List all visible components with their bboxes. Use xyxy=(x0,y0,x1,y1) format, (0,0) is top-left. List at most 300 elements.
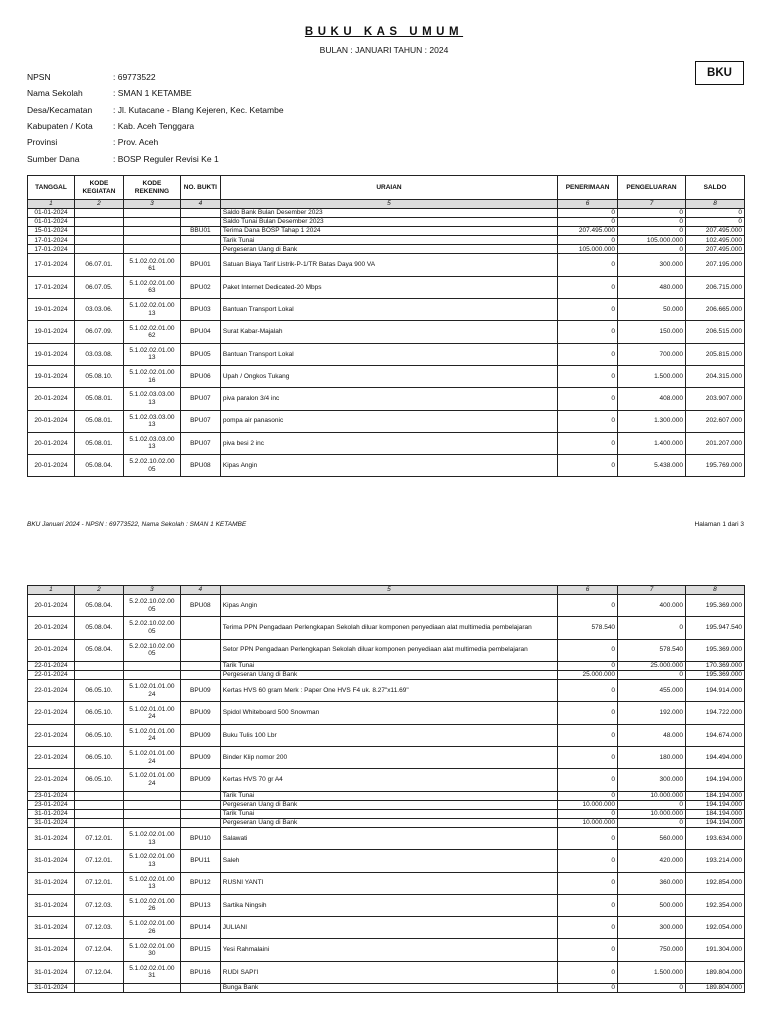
cell-kode-kegiatan: 06.05.10. xyxy=(74,769,123,791)
table-header-row xyxy=(28,176,745,200)
table-row xyxy=(28,661,745,670)
cell-pengeluaran: 300.000 xyxy=(618,254,686,276)
table-row xyxy=(28,809,745,818)
cell-pengeluaran: 560.000 xyxy=(618,827,686,849)
cell-no-bukti: BPU04 xyxy=(180,321,220,343)
cell-uraian: Kertas HVS 70 gr A4 xyxy=(220,769,557,791)
cell-no-bukti xyxy=(180,639,220,661)
header-pengeluaran: PENGELUARAN xyxy=(618,176,686,200)
header-kode-kegiatan: KODE KEGIATAN xyxy=(74,176,123,200)
cell-penerimaan: 0 xyxy=(558,209,618,218)
cell-no-bukti: BPU03 xyxy=(180,299,220,321)
cell-kode-kegiatan xyxy=(74,227,123,236)
cell-saldo: 189.804.000 xyxy=(685,984,744,993)
cell-tanggal: 31-01-2024 xyxy=(28,961,75,983)
cell-uraian: Terima PPN Pengadaan Perlengkapan Sekolah diluar komponen penyediaan alat multimedia pembelajaran xyxy=(220,617,557,639)
cell-pengeluaran: 300.000 xyxy=(618,769,686,791)
cell-no-bukti xyxy=(180,818,220,827)
ledger-table-page-1 xyxy=(27,175,745,477)
cell-kode-kegiatan xyxy=(74,236,123,245)
cell-uraian: Pergeseran Uang di Bank xyxy=(220,245,557,254)
cell-kode-rekening: 5.2.02.10.02.00 05 xyxy=(123,639,180,661)
info-row xyxy=(27,150,284,166)
table-row xyxy=(28,617,745,639)
info-label: Provinsi xyxy=(27,137,58,148)
table-row xyxy=(28,455,745,477)
column-number: 3 xyxy=(123,586,180,595)
table-row xyxy=(28,299,745,321)
cell-kode-kegiatan: 05.08.04. xyxy=(74,595,123,617)
cell-uraian: Sartika Ningsih xyxy=(220,894,557,916)
cell-pengeluaran: 1.500.000 xyxy=(618,365,686,387)
cell-tanggal: 15-01-2024 xyxy=(28,227,75,236)
cell-no-bukti: BPU08 xyxy=(180,455,220,477)
cell-saldo: 194.194.000 xyxy=(685,769,744,791)
cell-tanggal: 19-01-2024 xyxy=(28,365,75,387)
cell-tanggal: 20-01-2024 xyxy=(28,639,75,661)
cell-tanggal: 17-01-2024 xyxy=(28,236,75,245)
cell-kode-rekening: 5.1.02.01.01.00 24 xyxy=(123,746,180,768)
cell-penerimaan: 0 xyxy=(558,365,618,387)
cell-no-bukti xyxy=(180,661,220,670)
info-row xyxy=(27,85,284,101)
table-row xyxy=(28,236,745,245)
cell-kode-rekening: 5.1.02.02.01.00 63 xyxy=(123,276,180,298)
column-number: 3 xyxy=(123,200,180,209)
cell-kode-rekening: 5.1.02.03.03.00 13 xyxy=(123,410,180,432)
cell-uraian: Tarik Tunai xyxy=(220,661,557,670)
cell-kode-kegiatan: 06.05.10. xyxy=(74,724,123,746)
cell-penerimaan: 0 xyxy=(558,746,618,768)
cell-uraian: Tarik Tunai xyxy=(220,809,557,818)
cell-tanggal: 22-01-2024 xyxy=(28,702,75,724)
cell-kode-kegiatan xyxy=(74,209,123,218)
cell-pengeluaran: 0 xyxy=(618,818,686,827)
cell-kode-rekening: 5.2.02.10.02.00 05 xyxy=(123,595,180,617)
cell-tanggal: 22-01-2024 xyxy=(28,680,75,702)
cell-uraian: Spidol Whiteboard 500 Snowman xyxy=(220,702,557,724)
cell-penerimaan: 0 xyxy=(558,343,618,365)
cell-pengeluaran: 400.000 xyxy=(618,595,686,617)
cell-uraian: RUSNI YANTI xyxy=(220,872,557,894)
cell-pengeluaran: 0 xyxy=(618,617,686,639)
cell-kode-kegiatan: 06.05.10. xyxy=(74,746,123,768)
column-number: 4 xyxy=(180,200,220,209)
cell-pengeluaran: 1.500.000 xyxy=(618,961,686,983)
cell-penerimaan: 0 xyxy=(558,939,618,961)
cell-no-bukti xyxy=(180,670,220,679)
page-number: Halaman 1 dari 3 xyxy=(694,521,744,528)
column-number: 2 xyxy=(74,586,123,595)
cell-kode-kegiatan: 06.07.09. xyxy=(74,321,123,343)
cell-uraian: Pergeseran Uang di Bank xyxy=(220,818,557,827)
column-number: 8 xyxy=(686,200,745,209)
cell-pengeluaran: 0 xyxy=(618,670,686,679)
cell-no-bukti: BPU01 xyxy=(180,254,220,276)
cell-tanggal: 31-01-2024 xyxy=(28,984,75,993)
cell-uraian: Bunga Bank xyxy=(220,984,557,993)
info-row xyxy=(27,134,284,150)
table-row xyxy=(28,245,745,254)
cell-saldo: 194.914.000 xyxy=(685,680,744,702)
cell-penerimaan: 0 xyxy=(558,276,618,298)
cell-no-bukti: BPU08 xyxy=(180,595,220,617)
header-kode-rekening: KODE REKENING xyxy=(123,176,180,200)
info-label: Nama Sekolah xyxy=(27,88,83,99)
cell-uraian: pompa air panasonic xyxy=(220,410,557,432)
cell-pengeluaran: 25.000.000 xyxy=(618,661,686,670)
cell-no-bukti: BPU05 xyxy=(180,343,220,365)
cell-penerimaan: 0 xyxy=(558,961,618,983)
column-number: 6 xyxy=(558,586,618,595)
cell-saldo: 201.207.000 xyxy=(686,432,745,454)
cell-uraian: piva paralon 3/4 inc xyxy=(220,388,557,410)
cell-pengeluaran: 48.000 xyxy=(618,724,686,746)
cell-saldo: 191.304.000 xyxy=(685,939,744,961)
info-label: Desa/Kecamatan xyxy=(27,104,93,115)
cell-kode-kegiatan xyxy=(74,670,123,679)
cell-saldo: 193.634.000 xyxy=(685,827,744,849)
cell-no-bukti xyxy=(180,236,220,245)
cell-uraian: Kipas Angin xyxy=(220,595,557,617)
cell-penerimaan: 0 xyxy=(558,218,618,227)
cell-no-bukti: BPU15 xyxy=(180,939,220,961)
cell-tanggal: 22-01-2024 xyxy=(28,724,75,746)
cell-kode-kegiatan: 05.08.01. xyxy=(74,388,123,410)
table-row xyxy=(28,670,745,679)
cell-penerimaan: 0 xyxy=(558,809,618,818)
table-row xyxy=(28,432,745,454)
cell-saldo: 184.194.000 xyxy=(685,791,744,800)
cell-uraian: JULIANI xyxy=(220,917,557,939)
cell-kode-kegiatan: 06.05.10. xyxy=(74,680,123,702)
cell-no-bukti: BPU12 xyxy=(180,872,220,894)
table-row xyxy=(28,800,745,809)
cell-kode-kegiatan: 07.12.01. xyxy=(74,872,123,894)
cell-tanggal: 20-01-2024 xyxy=(28,432,75,454)
cell-tanggal: 31-01-2024 xyxy=(28,939,75,961)
cell-kode-rekening xyxy=(123,818,180,827)
school-info xyxy=(27,69,284,167)
table-row xyxy=(28,254,745,276)
cell-no-bukti: BPU09 xyxy=(180,680,220,702)
cell-kode-rekening xyxy=(123,670,180,679)
cell-kode-rekening: 5.1.02.02.01.00 13 xyxy=(123,827,180,849)
document-title: BUKU KAS UMUM xyxy=(304,26,464,38)
cell-penerimaan: 0 xyxy=(558,850,618,872)
cell-kode-rekening xyxy=(123,218,180,227)
cell-no-bukti: BPU14 xyxy=(180,917,220,939)
cell-tanggal: 22-01-2024 xyxy=(28,670,75,679)
cell-tanggal: 31-01-2024 xyxy=(28,850,75,872)
cell-kode-rekening: 5.1.02.02.01.00 62 xyxy=(123,321,180,343)
cell-pengeluaran: 0 xyxy=(618,218,686,227)
cell-kode-rekening xyxy=(123,236,180,245)
cell-saldo: 0 xyxy=(686,218,745,227)
cell-kode-kegiatan: 05.08.04. xyxy=(74,617,123,639)
bku-badge: BKU xyxy=(695,61,744,85)
column-number: 1 xyxy=(28,200,75,209)
cell-saldo: 194.722.000 xyxy=(685,702,744,724)
info-row xyxy=(27,102,284,118)
cell-penerimaan: 578.540 xyxy=(558,617,618,639)
cell-penerimaan: 0 xyxy=(558,388,618,410)
table-row xyxy=(28,984,745,993)
cell-kode-rekening xyxy=(123,661,180,670)
cell-pengeluaran: 750.000 xyxy=(618,939,686,961)
cell-tanggal: 19-01-2024 xyxy=(28,321,75,343)
cell-kode-kegiatan: 05.08.04. xyxy=(74,455,123,477)
cell-no-bukti: BBU01 xyxy=(180,227,220,236)
cell-kode-rekening xyxy=(123,791,180,800)
cell-saldo: 206.715.000 xyxy=(686,276,745,298)
cell-kode-kegiatan: 06.05.10. xyxy=(74,702,123,724)
cell-penerimaan: 0 xyxy=(558,661,618,670)
cell-kode-rekening xyxy=(123,809,180,818)
cell-pengeluaran: 1.400.000 xyxy=(618,432,686,454)
cell-penerimaan: 105.000.000 xyxy=(558,245,618,254)
cell-pengeluaran: 0 xyxy=(618,209,686,218)
cell-tanggal: 31-01-2024 xyxy=(28,827,75,849)
cell-saldo: 192.054.000 xyxy=(685,917,744,939)
cell-kode-rekening: 5.1.02.01.01.00 24 xyxy=(123,769,180,791)
cell-no-bukti: BPU09 xyxy=(180,702,220,724)
cell-penerimaan: 0 xyxy=(558,254,618,276)
cell-uraian: Tarik Tunai xyxy=(220,236,557,245)
cell-no-bukti xyxy=(180,218,220,227)
cell-kode-rekening: 5.1.02.02.01.00 13 xyxy=(123,343,180,365)
header-tanggal: TANGGAL xyxy=(28,176,75,200)
cell-uraian: Pergeseran Uang di Bank xyxy=(220,670,557,679)
cell-uraian: Bantuan Transport Lokal xyxy=(220,343,557,365)
cell-kode-kegiatan: 07.12.01. xyxy=(74,827,123,849)
table-row xyxy=(28,894,745,916)
cell-kode-rekening: 5.1.02.02.01.00 30 xyxy=(123,939,180,961)
table-row xyxy=(28,724,745,746)
cell-no-bukti: BPU07 xyxy=(180,410,220,432)
cell-tanggal: 31-01-2024 xyxy=(28,917,75,939)
cell-saldo: 203.907.000 xyxy=(686,388,745,410)
cell-no-bukti: BPU06 xyxy=(180,365,220,387)
cell-tanggal: 01-01-2024 xyxy=(28,209,75,218)
cell-kode-rekening: 5.1.02.01.01.00 24 xyxy=(123,702,180,724)
cell-kode-kegiatan xyxy=(74,791,123,800)
cell-penerimaan: 0 xyxy=(558,724,618,746)
info-row xyxy=(27,118,284,134)
cell-penerimaan: 10.000.000 xyxy=(558,818,618,827)
column-number: 5 xyxy=(220,200,557,209)
cell-tanggal: 17-01-2024 xyxy=(28,276,75,298)
cell-uraian: Saldo Tunai Bulan Desember 2023 xyxy=(220,218,557,227)
table-row xyxy=(28,388,745,410)
cell-kode-rekening xyxy=(123,209,180,218)
cell-penerimaan: 207.495.000 xyxy=(558,227,618,236)
cell-saldo: 0 xyxy=(686,209,745,218)
cell-saldo: 194.494.000 xyxy=(685,746,744,768)
cell-tanggal: 31-01-2024 xyxy=(28,872,75,894)
cell-kode-rekening: 5.1.02.02.01.00 13 xyxy=(123,299,180,321)
table-row xyxy=(28,321,745,343)
cell-penerimaan: 0 xyxy=(558,984,618,993)
cell-kode-kegiatan xyxy=(74,818,123,827)
cell-tanggal: 20-01-2024 xyxy=(28,595,75,617)
cell-saldo: 194.194.000 xyxy=(685,800,744,809)
cell-kode-kegiatan: 07.12.04. xyxy=(74,961,123,983)
cell-uraian: Saleh xyxy=(220,850,557,872)
cell-no-bukti xyxy=(180,984,220,993)
cell-no-bukti: BPU11 xyxy=(180,850,220,872)
cell-uraian: Yesi Rahmalaini xyxy=(220,939,557,961)
cell-pengeluaran: 10.000.000 xyxy=(618,791,686,800)
table-row xyxy=(28,209,745,218)
cell-saldo: 193.214.000 xyxy=(685,850,744,872)
cell-kode-kegiatan: 06.07.05. xyxy=(74,276,123,298)
table-row xyxy=(28,850,745,872)
cell-no-bukti: BPU02 xyxy=(180,276,220,298)
cell-pengeluaran: 150.000 xyxy=(618,321,686,343)
cell-penerimaan: 0 xyxy=(558,236,618,245)
cell-kode-rekening: 5.1.02.02.01.00 13 xyxy=(123,850,180,872)
cell-kode-kegiatan xyxy=(74,661,123,670)
cell-tanggal: 22-01-2024 xyxy=(28,769,75,791)
cell-saldo: 204.315.000 xyxy=(686,365,745,387)
cell-pengeluaran: 300.000 xyxy=(618,917,686,939)
column-number-row xyxy=(28,200,745,209)
column-number: 2 xyxy=(74,200,123,209)
column-number: 8 xyxy=(685,586,744,595)
cell-kode-kegiatan: 07.12.03. xyxy=(74,917,123,939)
cell-no-bukti: BPU07 xyxy=(180,388,220,410)
cell-pengeluaran: 360.000 xyxy=(618,872,686,894)
cell-saldo: 202.607.000 xyxy=(686,410,745,432)
document-subtitle: BULAN : JANUARI TAHUN : 2024 xyxy=(319,45,449,55)
cell-uraian: Setor PPN Pengadaan Perlengkapan Sekolah diluar komponen penyediaan alat multimedia pembelajaran xyxy=(220,639,557,661)
cell-kode-rekening: 5.1.02.03.03.00 13 xyxy=(123,388,180,410)
ledger-body-page-1 xyxy=(28,209,745,477)
cell-penerimaan: 0 xyxy=(558,455,618,477)
cell-uraian: Buku Tulis 100 Lbr xyxy=(220,724,557,746)
info-value: : Jl. Kutacane - Blang Kejeren, Kec. Ketambe xyxy=(113,104,284,115)
cell-penerimaan: 0 xyxy=(558,872,618,894)
cell-saldo: 207.495.000 xyxy=(686,227,745,236)
table-row xyxy=(28,595,745,617)
cell-uraian: RUDI SAPI'I xyxy=(220,961,557,983)
column-number: 5 xyxy=(220,586,557,595)
cell-kode-rekening xyxy=(123,227,180,236)
cell-saldo: 194.194.000 xyxy=(685,818,744,827)
cell-pengeluaran: 0 xyxy=(618,800,686,809)
cell-uraian: Upah / Ongkos Tukang xyxy=(220,365,557,387)
table-row xyxy=(28,961,745,983)
cell-pengeluaran: 1.300.000 xyxy=(618,410,686,432)
info-label: Kabupaten / Kota xyxy=(27,121,93,132)
table-row xyxy=(28,917,745,939)
cell-kode-kegiatan xyxy=(74,218,123,227)
cell-pengeluaran: 0 xyxy=(618,227,686,236)
cell-tanggal: 31-01-2024 xyxy=(28,809,75,818)
cell-pengeluaran: 0 xyxy=(618,245,686,254)
table-row xyxy=(28,746,745,768)
cell-no-bukti: BPU09 xyxy=(180,769,220,791)
cell-uraian: Surat Kabar-Majalah xyxy=(220,321,557,343)
cell-tanggal: 31-01-2024 xyxy=(28,894,75,916)
cell-kode-kegiatan: 07.12.03. xyxy=(74,894,123,916)
cell-kode-kegiatan xyxy=(74,245,123,254)
cell-penerimaan: 0 xyxy=(558,791,618,800)
cell-kode-kegiatan: 05.08.01. xyxy=(74,410,123,432)
cell-penerimaan: 0 xyxy=(558,299,618,321)
cell-no-bukti xyxy=(180,791,220,800)
cell-saldo: 189.804.000 xyxy=(685,961,744,983)
table-row xyxy=(28,769,745,791)
cell-kode-rekening: 5.1.02.03.03.00 13 xyxy=(123,432,180,454)
column-number: 6 xyxy=(558,200,618,209)
info-label: NPSN xyxy=(27,72,51,83)
info-row xyxy=(27,69,284,85)
cell-penerimaan: 25.000.000 xyxy=(558,670,618,679)
cell-penerimaan: 0 xyxy=(558,410,618,432)
cell-pengeluaran: 5.438.000 xyxy=(618,455,686,477)
cell-kode-kegiatan xyxy=(74,800,123,809)
table-row xyxy=(28,818,745,827)
cell-saldo: 207.195.000 xyxy=(686,254,745,276)
cell-saldo: 195.947.540 xyxy=(685,617,744,639)
cell-penerimaan: 0 xyxy=(558,432,618,454)
cell-penerimaan: 0 xyxy=(558,595,618,617)
cell-pengeluaran: 10.000.000 xyxy=(618,809,686,818)
cell-saldo: 195.369.000 xyxy=(685,670,744,679)
table-row xyxy=(28,872,745,894)
cell-no-bukti: BPU09 xyxy=(180,746,220,768)
cell-uraian: Pergeseran Uang di Bank xyxy=(220,800,557,809)
cell-pengeluaran: 500.000 xyxy=(618,894,686,916)
cell-penerimaan: 0 xyxy=(558,894,618,916)
cell-kode-kegiatan: 07.12.01. xyxy=(74,850,123,872)
cell-kode-rekening xyxy=(123,984,180,993)
cell-saldo: 184.194.000 xyxy=(685,809,744,818)
cell-no-bukti: BPU10 xyxy=(180,827,220,849)
cell-kode-rekening: 5.1.02.02.01.00 26 xyxy=(123,894,180,916)
cell-uraian: piva besi 2 inc xyxy=(220,432,557,454)
cell-tanggal: 22-01-2024 xyxy=(28,746,75,768)
cell-pengeluaran: 105.000.000 xyxy=(618,236,686,245)
cell-kode-rekening xyxy=(123,245,180,254)
cell-pengeluaran: 50.000 xyxy=(618,299,686,321)
column-number: 1 xyxy=(28,586,75,595)
cell-saldo: 192.354.000 xyxy=(685,894,744,916)
cell-saldo: 195.369.000 xyxy=(685,595,744,617)
cell-tanggal: 19-01-2024 xyxy=(28,299,75,321)
cell-kode-rekening: 5.1.02.02.01.00 61 xyxy=(123,254,180,276)
cell-tanggal: 31-01-2024 xyxy=(28,818,75,827)
table-row xyxy=(28,939,745,961)
cell-saldo: 206.515.000 xyxy=(686,321,745,343)
ledger-table-page-2 xyxy=(27,585,745,993)
cell-tanggal: 17-01-2024 xyxy=(28,254,75,276)
cell-pengeluaran: 455.000 xyxy=(618,680,686,702)
cell-penerimaan: 10.000.000 xyxy=(558,800,618,809)
cell-kode-kegiatan xyxy=(74,984,123,993)
column-number: 7 xyxy=(618,586,686,595)
cell-tanggal: 23-01-2024 xyxy=(28,800,75,809)
cell-kode-rekening: 5.1.02.01.01.00 24 xyxy=(123,724,180,746)
cell-saldo: 205.815.000 xyxy=(686,343,745,365)
cell-pengeluaran: 578.540 xyxy=(618,639,686,661)
cell-kode-rekening: 5.1.02.01.01.00 24 xyxy=(123,680,180,702)
cell-kode-kegiatan: 05.08.01. xyxy=(74,432,123,454)
cell-no-bukti xyxy=(180,800,220,809)
cell-tanggal: 22-01-2024 xyxy=(28,661,75,670)
